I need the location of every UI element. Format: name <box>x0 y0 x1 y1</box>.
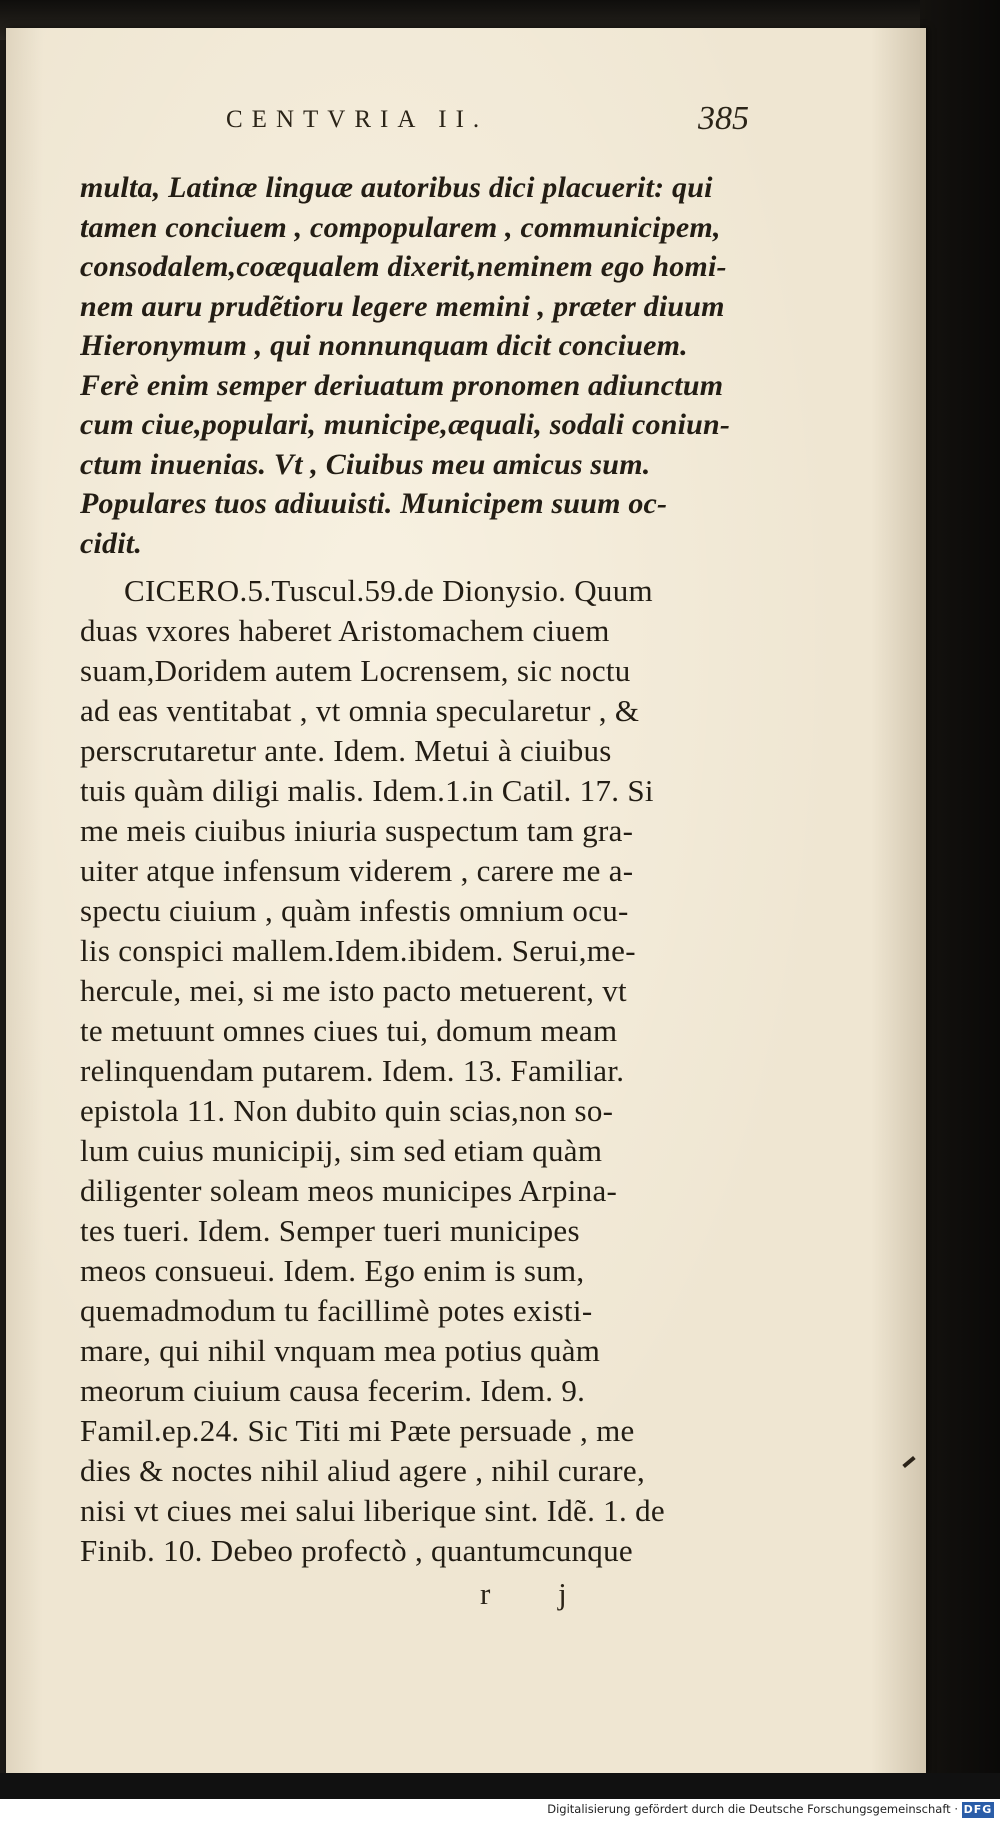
text-line: te metuunt omnes ciues tui, domum meam <box>80 1013 618 1048</box>
right-scan-border <box>920 0 1000 1822</box>
footer-credit: Digitalisierung gefördert durch die Deutsche Forschungsgemeinschaft · <box>547 1802 958 1816</box>
text-line: Populares tuos adiuuisti. Municipem suum oc- <box>80 487 668 520</box>
text-line: tamen conciuem , compopularem , communicipem, <box>80 210 721 244</box>
book-page <box>6 28 926 1773</box>
text-line: ad eas ventitabat , vt omnia specularetur , & <box>80 693 640 728</box>
text-line: spectu ciuium , quàm infestis omnium ocu- <box>80 893 629 928</box>
text-line: nem auru prudẽtioru legere memini , præter diuum <box>80 289 725 323</box>
footer-bar <box>0 1799 1000 1822</box>
text-line: quemadmodum tu facillimè potes existi- <box>80 1293 593 1328</box>
text-line: ctum inuenias. Vt , Ciuibus meu amicus sum. <box>80 447 651 481</box>
text-line: diligenter soleam meos municipes Arpina- <box>80 1173 618 1208</box>
text-line: meos consueui. Idem. Ego enim is sum, <box>80 1253 585 1288</box>
text-line: duas vxores haberet Aristomachem ciuem <box>80 613 610 648</box>
text-line: tuis quàm diligi malis. Idem.1.in Catil. 17. Si <box>80 773 654 808</box>
margin-mark <box>902 1456 915 1468</box>
roman-paragraph <box>80 571 750 1571</box>
text-line: tes tueri. Idem. Semper tueri municipes <box>80 1213 580 1248</box>
text-line: perscrutaretur ante. Idem. Metui à ciuibus <box>80 733 612 768</box>
text-line: consodalem,coæqualem dixerit,neminem ego homi- <box>80 250 727 283</box>
signature-mark: r j <box>480 1576 597 1611</box>
text-line: dies & noctes nihil aliud agere , nihil curare, <box>80 1453 646 1488</box>
text-line: meorum ciuium causa fecerim. Idem. 9. <box>80 1373 586 1408</box>
page-number: 385 <box>698 100 749 137</box>
italic-paragraph <box>80 168 750 563</box>
text-line: lis conspici mallem.Idem.ibidem. Serui,me- <box>80 933 636 968</box>
bottom-scan-border <box>0 1773 1000 1799</box>
text-line: Famil.ep.24. Sic Titi mi Pæte persuade , me <box>80 1413 635 1448</box>
text-block <box>80 168 750 1571</box>
text-line: uiter atque infensum viderem , carere me a- <box>80 853 634 888</box>
page-header <box>6 100 926 150</box>
text-line: suam,Doridem autem Locrensem, sic noctu <box>80 653 631 688</box>
text-line: multa, Latinæ linguæ autoribus dici placuerit: qui <box>80 171 713 204</box>
text-line: relinquendam putarem. Idem. 13. Familiar. <box>80 1053 625 1088</box>
text-line: epistola 11. Non dubito quin scias,non so- <box>80 1093 614 1128</box>
text-line: Hieronymum , qui nonnunquam dicit conciuem. <box>80 329 688 362</box>
text-line: Ferè enim semper deriuatum pronomen adiunctum <box>80 368 724 402</box>
text-line: mare, qui nihil vnquam mea potius quàm <box>80 1333 601 1368</box>
text-line: lum cuius municipij, sim sed etiam quàm <box>80 1133 603 1168</box>
text-line: cidit. <box>80 526 143 560</box>
text-line: Finib. 10. Debeo profectò , quantumcunque <box>80 1533 633 1568</box>
text-line: hercule, mei, si me isto pacto metuerent, vt <box>80 973 627 1008</box>
text-line: cum ciue,populari, municipe,æquali, sodali coniun- <box>80 408 731 441</box>
text-line: CICERO.5.Tuscul.59.de Dionysio. Quum <box>124 573 653 608</box>
running-head: CENTVRIA II. <box>226 106 489 133</box>
text-line: nisi vt ciues mei salui liberique sint. Idẽ. 1. de <box>80 1493 665 1528</box>
dfg-logo-icon: DFG <box>963 1803 993 1816</box>
text-line: me meis ciuibus iniuria suspectum tam gra- <box>80 813 634 848</box>
